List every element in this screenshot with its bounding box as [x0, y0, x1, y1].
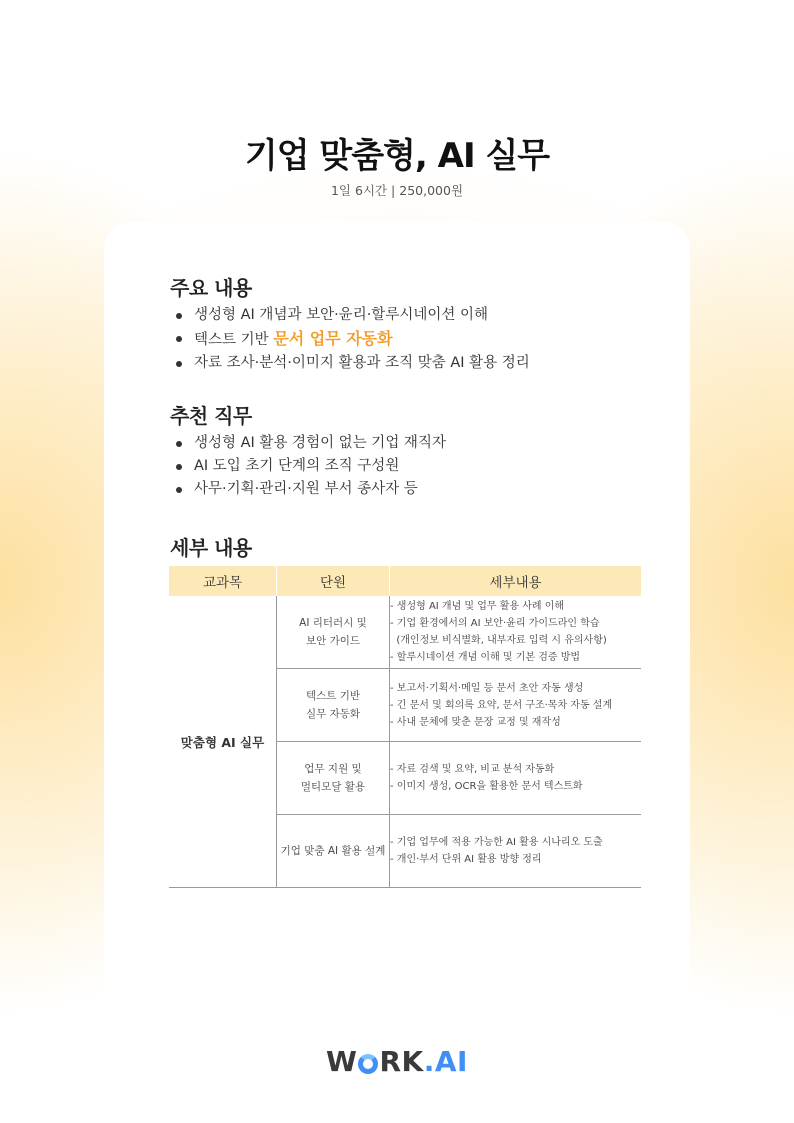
unit-line: 기업 맞춤 AI 활용 설계	[280, 845, 386, 857]
details-cell	[390, 669, 642, 742]
unit-line: 업무 지원 및	[304, 763, 362, 775]
unit-line: 보안 가이드	[305, 635, 361, 647]
header-details: 세부내용	[390, 566, 642, 596]
header-subject: 교과목	[169, 566, 277, 596]
unit-cell	[277, 596, 390, 669]
table-row	[169, 596, 641, 669]
logo-w: W	[326, 1045, 358, 1078]
logo-dot: .	[423, 1045, 435, 1078]
main-content-title: 주요 내용	[170, 276, 252, 300]
detail-line: - 기업 환경에서의 AI 보안·윤리 가이드라인 학습	[390, 618, 600, 629]
recommended-title: 추천 직무	[170, 404, 252, 428]
content-card	[104, 222, 690, 1002]
unit-cell	[277, 742, 390, 815]
unit-line: 멀티모달 활용	[300, 781, 366, 793]
subject-cell: 맞춤형 AI 실무	[169, 596, 277, 888]
detail-line: - 사내 문체에 맞춘 문장 교정 및 재작성	[390, 716, 561, 728]
details-cell	[390, 742, 642, 815]
unit-cell	[277, 815, 390, 888]
details-table	[169, 566, 641, 888]
list-item-text: 텍스트 기반	[194, 332, 269, 348]
detail-line: - 자료 검색 및 요약, 비교 분석 자동화	[390, 764, 555, 775]
main-content-list	[174, 304, 530, 375]
logo-o-ring-icon	[358, 1054, 378, 1074]
details-title: 세부 내용	[170, 536, 252, 560]
detail-line: - 개인·부서 단위 AI 활용 방향 정리	[390, 854, 542, 865]
highlight-text: 문서 업무 자동화	[273, 329, 393, 348]
header-unit: 단원	[277, 566, 390, 596]
logo-rk: RK	[379, 1045, 424, 1078]
list-item: 생성형 AI 활용 경험이 없는 기업 재직자	[174, 432, 446, 455]
table-header-row	[169, 566, 641, 596]
list-item: 자료 조사·분석·이미지 활용과 조직 맞춤 AI 활용 정리	[174, 352, 530, 375]
unit-line: 텍스트 기반	[305, 690, 361, 702]
course-meta: 1일 6시간 | 250,000원	[330, 183, 464, 198]
work-ai-logo	[0, 1045, 794, 1078]
detail-line: - 긴 문서 및 회의록 요약, 문서 구조·목차 자동 설계	[390, 699, 613, 711]
detail-line: (개인정보 비식별화, 내부자료 입력 시 유의사항)	[390, 635, 607, 646]
detail-line: - 생성형 AI 개념 및 업무 활용 사례 이해	[390, 601, 565, 612]
unit-line: AI 리터러시 및	[299, 617, 367, 629]
list-item: AI 도입 초기 단계의 조직 구성원	[174, 455, 446, 478]
unit-cell	[277, 669, 390, 742]
details-cell	[390, 596, 642, 669]
unit-line: 실무 자동화	[305, 708, 361, 720]
list-item	[174, 327, 530, 352]
list-item: 생성형 AI 개념과 보안·윤리·할루시네이션 이해	[174, 304, 530, 327]
detail-line: - 할루시네이션 개념 이해 및 기본 검증 방법	[390, 652, 581, 663]
detail-line: - 보고서·기획서·메일 등 문서 초안 자동 생성	[390, 682, 584, 694]
logo-ai: AI	[434, 1045, 468, 1078]
list-item: 사무·기획·관리·지원 부서 종사자 등	[174, 478, 446, 501]
detail-line: - 기업 업무에 적용 가능한 AI 활용 시나리오 도출	[390, 837, 603, 848]
recommended-list	[174, 432, 446, 501]
page-title: 기업 맞춤형, AI 실무	[244, 136, 550, 176]
details-cell	[390, 815, 642, 888]
detail-line: - 이미지 생성, OCR을 활용한 문서 텍스트화	[390, 781, 583, 792]
